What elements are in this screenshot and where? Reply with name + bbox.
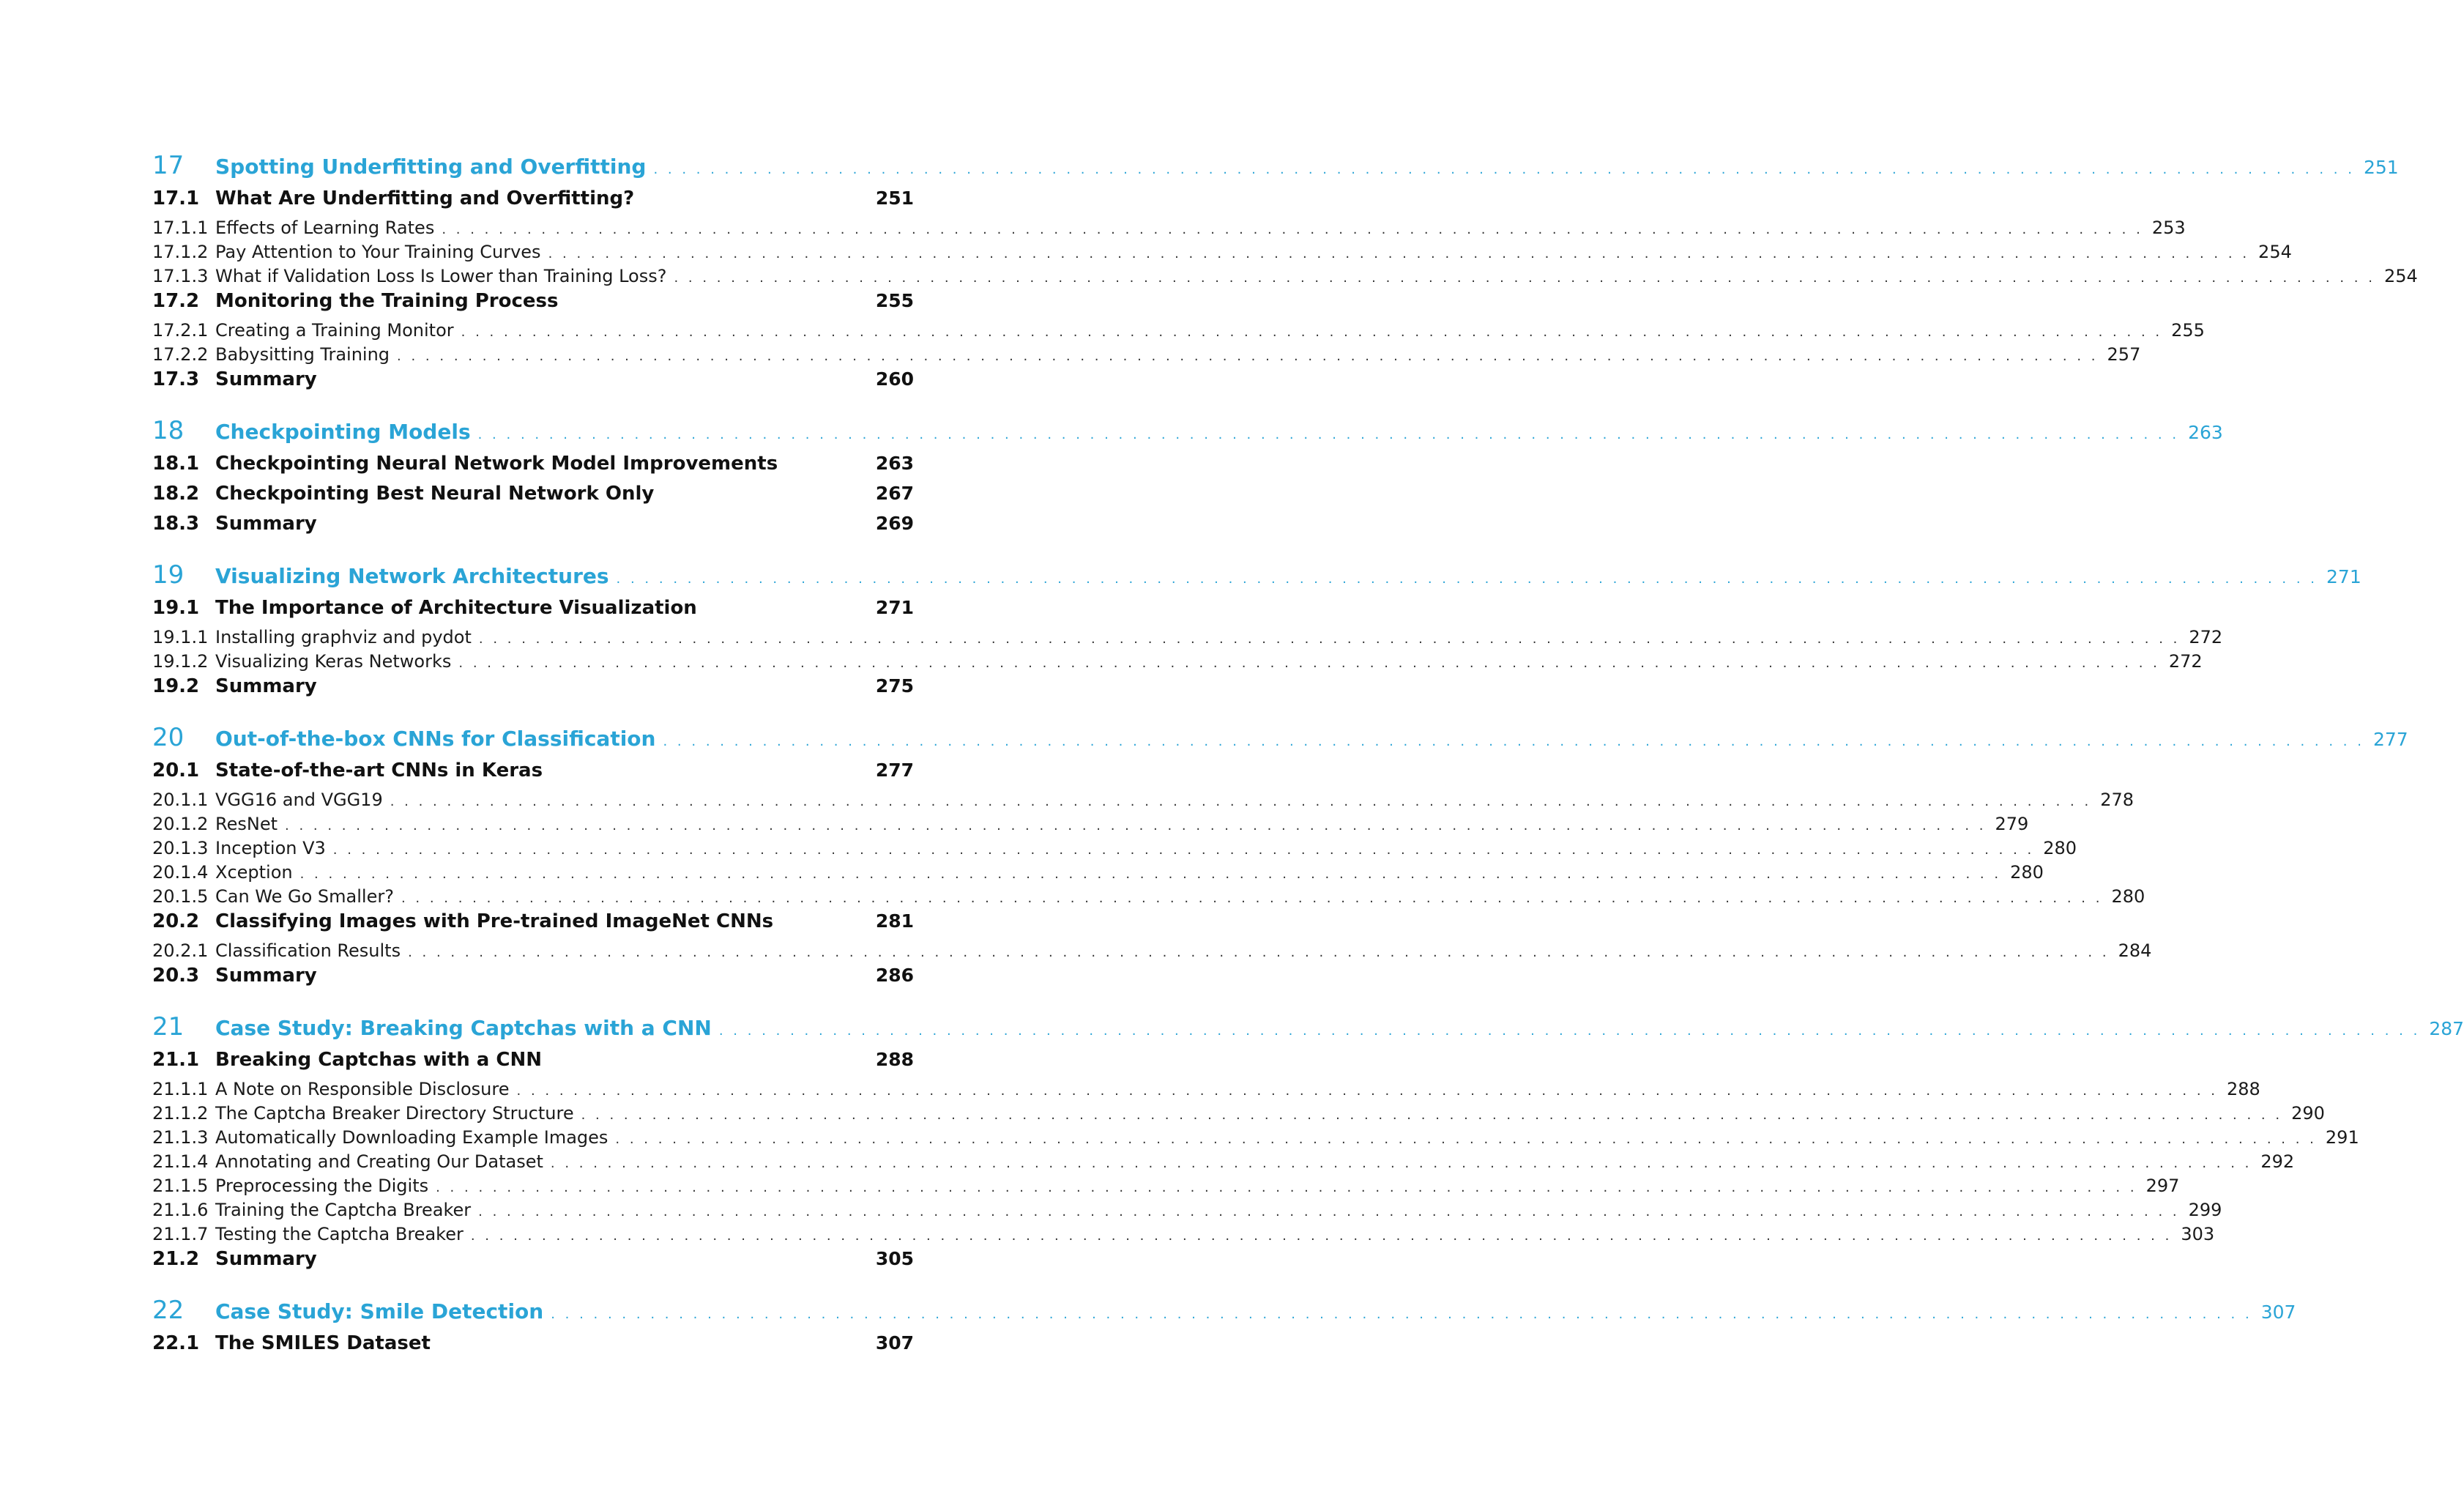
toc-chapter-row[interactable]: [152, 560, 2361, 597]
toc-sub-row[interactable]: [152, 218, 2186, 242]
toc-sub-row[interactable]: [152, 1176, 2180, 1200]
toc-section-title[interactable]: Summary: [215, 368, 317, 390]
toc-sub-title[interactable]: Visualizing Keras Networks: [215, 651, 452, 672]
toc-section-row[interactable]: [152, 910, 914, 940]
toc-sub-page-number: 291: [2325, 1127, 2359, 1148]
toc-sub-title[interactable]: VGG16 and VGG19: [215, 790, 383, 810]
chapter-spacer: [152, 543, 914, 560]
toc-sub-number: 21.1.6: [152, 1200, 209, 1220]
toc-sub-row[interactable]: [152, 1224, 2215, 1248]
toc-sub-row[interactable]: [152, 862, 2044, 886]
toc-chapter-page-number: 307: [2260, 1302, 2296, 1323]
toc-section-page-number: 277: [875, 760, 914, 781]
toc-chapter-number: 18: [152, 416, 185, 445]
toc-dot-leader: . . . . . . . . . . . . . . . . . . . . . . . . . . . . . . . . . . . . . . . . . . . . . . . . . . . . . . . . . . . . . . . . . . . . . . . . . . . . . . . . . . . . . . . . . . . . . . . . . . . . . . . . . . . . . . . . . . . . . . . .: [332, 842, 2035, 858]
toc-section-row[interactable]: [152, 453, 914, 483]
toc-section-number: 18.3: [152, 513, 200, 535]
toc-dot-leader: . . . . . . . . . . . . . . . . . . . . . . . . . . . . . . . . . . . . . . . . . . . . . . . . . . . . . . . . . . . . . . . . . . . . . . . . . . . . . . . . . . . . . . . . . . . . . . . . . . . . . . . . . . . . . . . . . . . . . . . .: [458, 656, 2160, 671]
toc-sub-title[interactable]: Installing graphviz and pydot: [215, 627, 472, 647]
toc-sub-page-number: 280: [2010, 862, 2044, 883]
toc-sub-title[interactable]: Can We Go Smaller?: [215, 886, 394, 907]
toc-sub-row[interactable]: [152, 1079, 2260, 1103]
toc-sub-title[interactable]: Pay Attention to Your Training Curves: [215, 242, 541, 262]
toc-dot-leader: . . . . . . . . . . . . . . . . . . . . . . . . . . . . . . . . . . . . . . . . . . . . . . . . . . . . . . . . . . . . . . . . . . . . . . . . . . . . . . . . . . . . . . . . . . . . . . . . . . . . . . . . . . . . . . . . . . . . . . . .: [478, 1204, 2180, 1219]
toc-chapter-title[interactable]: Visualizing Network Architectures: [215, 564, 609, 588]
toc-chapter-row[interactable]: [152, 1296, 2296, 1332]
toc-dot-leader: . . . . . . . . . . . . . . . . . . . . . . . . . . . . . . . . . . . . . . . . . . . . . . . . . . . . . . . . . . . . . . . . . . . . . . . . . . . . . . . . . . . . . . . . . . . . . . . . . . . . . . . . . . . . . . . . . . . . . . . .: [663, 734, 2364, 749]
toc-sub-row[interactable]: [152, 627, 2223, 651]
toc-section-title[interactable]: State-of-the-art CNNs in Keras: [215, 760, 543, 781]
toc-sub-row[interactable]: [152, 344, 2141, 368]
toc-section-title[interactable]: What Are Underfitting and Overfitting?: [215, 188, 635, 209]
toc-sub-number: 19.1.2: [152, 651, 209, 672]
toc-section-title[interactable]: Summary: [215, 513, 317, 535]
toc-section-row[interactable]: [152, 965, 914, 995]
toc-sub-page-number: 254: [2383, 266, 2418, 286]
toc-section-row[interactable]: [152, 188, 914, 218]
toc-section-number: 20.1: [152, 760, 200, 781]
toc-sub-page-number: 297: [2145, 1176, 2180, 1196]
toc-sub-page-number: 272: [2189, 627, 2223, 647]
toc-chapter-title[interactable]: Case Study: Breaking Captchas with a CNN: [215, 1016, 712, 1040]
toc-dot-leader: . . . . . . . . . . . . . . . . . . . . . . . . . . . . . . . . . . . . . . . . . . . . . . . . . . . . . . . . . . . . . . . . . . . . . . . . . . . . . . . . . . . . . . . . . . . . . . . . . . . . . . . . . . . . . . . . . . . . . . . .: [477, 427, 2180, 442]
toc-dot-leader: . . . . . . . . . . . . . . . . . . . . . . . . . . . . . . . . . . . . . . . . . . . . . . . . . . . . . . . . . . . . . . . . . . . . . . . . . . . . . . . . . . . . . . . . . . . . . . . . . . . . . . . . . . . . . . . . . . . . . . . .: [285, 818, 1987, 833]
toc-sub-title[interactable]: Xception: [215, 862, 293, 883]
toc-sub-number: 20.2.1: [152, 940, 209, 961]
toc-sub-title[interactable]: The Captcha Breaker Directory Structure: [215, 1103, 574, 1124]
toc-sub-title[interactable]: Inception V3: [215, 838, 326, 858]
toc-dot-leader: . . . . . . . . . . . . . . . . . . . . . . . . . . . . . . . . . . . . . . . . . . . . . . . . . . . . . . . . . . . . . . . . . . . . . . . . . . . . . . . . . . . . . . . . . . . . . . . . . . . . . . . . . . . . . . . . . . . . . . . .: [551, 1307, 2252, 1322]
toc-section-page-number: 260: [875, 368, 914, 390]
toc-section-number: 19.2: [152, 675, 200, 697]
toc-chapter-number: 22: [152, 1296, 185, 1325]
toc-sub-number: 21.1.7: [152, 1224, 209, 1244]
toc-dot-leader: . . . . . . . . . . . . . . . . . . . . . . . . . . . . . . . . . . . . . . . . . . . . . . . . . . . . . . . . . . . . . . . . . . . . . . . . . . . . . . . . . . . . . . . . . . . . . . . . . . . . . . . . . . . . . . . . . . . . . . . .: [550, 1156, 2252, 1171]
toc-sub-number: 19.1.1: [152, 627, 209, 647]
toc-chapter-number: 19: [152, 560, 185, 590]
toc-sub-page-number: 292: [2260, 1151, 2295, 1172]
toc-sub-row[interactable]: [152, 838, 2077, 862]
toc-chapter-number: 17: [152, 151, 185, 180]
chapter-spacer: [152, 705, 914, 723]
toc-sub-number: 21.1.3: [152, 1127, 209, 1148]
toc-section-page-number: 305: [875, 1248, 914, 1269]
toc-dot-leader: . . . . . . . . . . . . . . . . . . . . . . . . . . . . . . . . . . . . . . . . . . . . . . . . . . . . . . . . . . . . . . . . . . . . . . . . . . . . . . . . . . . . . . . . . . . . . . . . . . . . . . . . . . . . . . . . . . . . . . . .: [436, 1180, 2137, 1195]
toc-sub-number: 21.1.5: [152, 1176, 209, 1196]
toc-section-number: 20.2: [152, 910, 200, 932]
toc-section-row[interactable]: [152, 483, 914, 513]
toc-dot-leader: . . . . . . . . . . . . . . . . . . . . . . . . . . . . . . . . . . . . . . . . . . . . . . . . . . . . . . . . . . . . . . . . . . . . . . . . . . . . . . . . . . . . . . . . . . . . . . . . . . . . . . . . . . . . . . . . . . . . . . . .: [478, 631, 2181, 647]
toc-sub-row[interactable]: [152, 320, 2205, 344]
toc-section-title[interactable]: Classifying Images with Pre-trained ImageNet CNNs: [215, 910, 774, 932]
toc-section-row[interactable]: [152, 513, 914, 543]
toc-dot-leader: . . . . . . . . . . . . . . . . . . . . . . . . . . . . . . . . . . . . . . . . . . . . . . . . . . . . . . . . . . . . . . . . . . . . . . . . . . . . . . . . . . . . . . . . . . . . . . . . . . . . . . . . . . . . . . . . . . . . . . . .: [299, 866, 2002, 882]
toc-dot-leader: . . . . . . . . . . . . . . . . . . . . . . . . . . . . . . . . . . . . . . . . . . . . . . . . . . . . . . . . . . . . . . . . . . . . . . . . . . . . . . . . . . . . . . . . . . . . . . . . . . . . . . . . . . . . . . . . . . . . . . . .: [718, 1023, 2421, 1039]
toc-section-number: 22.1: [152, 1332, 200, 1354]
toc-sub-row[interactable]: [152, 1151, 2295, 1176]
toc-sub-number: 17.2.1: [152, 320, 209, 341]
toc-sub-page-number: 280: [2043, 838, 2077, 858]
toc-sub-title[interactable]: ResNet: [215, 814, 278, 834]
toc-sub-title[interactable]: Automatically Downloading Example Images: [215, 1127, 608, 1148]
toc-sub-row[interactable]: [152, 242, 2292, 266]
toc-section-row[interactable]: [152, 1332, 914, 1362]
toc-dot-leader: . . . . . . . . . . . . . . . . . . . . . . . . . . . . . . . . . . . . . . . . . . . . . . . . . . . . . . . . . . . . . . . . . . . . . . . . . . . . . . . . . . . . . . . . . . . . . . . . . . . . . . . . . . . . . . . . . . . . . . . .: [470, 1228, 2173, 1244]
toc-section-page-number: 281: [875, 910, 914, 932]
toc-sub-page-number: 272: [2168, 651, 2203, 672]
chapter-spacer: [152, 1278, 914, 1296]
toc-dot-leader: . . . . . . . . . . . . . . . . . . . . . . . . . . . . . . . . . . . . . . . . . . . . . . . . . . . . . . . . . . . . . . . . . . . . . . . . . . . . . . . . . . . . . . . . . . . . . . . . . . . . . . . . . . . . . . . . . . . . . . . .: [615, 1132, 2317, 1147]
toc-section-page-number: 267: [875, 483, 914, 504]
toc-chapter-title[interactable]: Case Study: Smile Detection: [215, 1299, 544, 1323]
chapter-spacer: [152, 995, 914, 1012]
toc-section-title[interactable]: Checkpointing Neural Network Model Improvements: [215, 453, 778, 475]
toc-section-row[interactable]: [152, 1049, 914, 1079]
toc-section-page-number: 275: [875, 675, 914, 697]
toc-chapter-title[interactable]: Out-of-the-box CNNs for Classification: [215, 727, 656, 751]
toc-sub-number: 17.2.2: [152, 344, 209, 365]
toc-chapter-title[interactable]: Checkpointing Models: [215, 420, 471, 444]
toc-sub-title[interactable]: Training the Captcha Breaker: [215, 1200, 472, 1220]
toc-section-row[interactable]: [152, 290, 914, 320]
table-of-contents: [152, 151, 2464, 1362]
toc-sub-title[interactable]: Classification Results: [215, 940, 401, 961]
toc-sub-number: 20.1.2: [152, 814, 209, 834]
toc-section-number: 17.2: [152, 290, 200, 312]
toc-section-title[interactable]: The Importance of Architecture Visualization: [215, 597, 697, 619]
toc-chapter-title[interactable]: Spotting Underfitting and Overfitting: [215, 155, 647, 179]
toc-chapter-number: 20: [152, 723, 185, 752]
toc-dot-leader: . . . . . . . . . . . . . . . . . . . . . . . . . . . . . . . . . . . . . . . . . . . . . . . . . . . . . . . . . . . . . . . . . . . . . . . . . . . . . . . . . . . . . . . . . . . . . . . . . . . . . . . . . . . . . . . . . . . . . . . .: [653, 162, 2355, 177]
toc-sub-title[interactable]: Babysitting Training: [215, 344, 390, 365]
toc-section-row[interactable]: [152, 368, 914, 398]
toc-section-title[interactable]: Summary: [215, 965, 317, 987]
toc-section-number: 17.3: [152, 368, 200, 390]
toc-sub-page-number: 254: [2258, 242, 2292, 262]
toc-sub-title[interactable]: Effects of Learning Rates: [215, 218, 435, 238]
toc-sub-row[interactable]: [152, 940, 2152, 965]
toc-sub-number: 21.1.1: [152, 1079, 209, 1099]
toc-sub-row[interactable]: [152, 1127, 2359, 1151]
toc-section-page-number: 307: [875, 1332, 914, 1354]
toc-section-title[interactable]: Checkpointing Best Neural Network Only: [215, 483, 655, 505]
toc-sub-number: 20.1.4: [152, 862, 209, 883]
toc-sub-number: 21.1.4: [152, 1151, 209, 1172]
toc-section-page-number: 255: [875, 290, 914, 311]
toc-sub-title[interactable]: Annotating and Creating Our Dataset: [215, 1151, 543, 1172]
toc-section-page-number: 271: [875, 597, 914, 618]
toc-chapter-page-number: 251: [2363, 157, 2399, 178]
toc-sub-number: 21.1.2: [152, 1103, 209, 1124]
toc-sub-page-number: 278: [2100, 790, 2134, 810]
toc-section-number: 21.1: [152, 1049, 200, 1071]
toc-section-page-number: 251: [875, 188, 914, 209]
toc-sub-number: 20.1.5: [152, 886, 209, 907]
toc-dot-leader: . . . . . . . . . . . . . . . . . . . . . . . . . . . . . . . . . . . . . . . . . . . . . . . . . . . . . . . . . . . . . . . . . . . . . . . . . . . . . . . . . . . . . . . . . . . . . . . . . . . . . . . . . . . . . . . . . . . . . . . .: [516, 1083, 2218, 1099]
toc-sub-page-number: 279: [1995, 814, 2029, 834]
toc-sub-page-number: 280: [2111, 886, 2145, 907]
toc-dot-leader: . . . . . . . . . . . . . . . . . . . . . . . . . . . . . . . . . . . . . . . . . . . . . . . . . . . . . . . . . . . . . . . . . . . . . . . . . . . . . . . . . . . . . . . . . . . . . . . . . . . . . . . . . . . . . . . . . . . . . . . .: [442, 222, 2143, 237]
toc-section-title[interactable]: Summary: [215, 1248, 317, 1270]
toc-sub-row[interactable]: [152, 651, 2203, 675]
toc-dot-leader: . . . . . . . . . . . . . . . . . . . . . . . . . . . . . . . . . . . . . . . . . . . . . . . . . . . . . . . . . . . . . . . . . . . . . . . . . . . . . . . . . . . . . . . . . . . . . . . . . . . . . . . . . . . . . . . . . . . . . . . .: [581, 1107, 2283, 1123]
toc-sub-row[interactable]: [152, 814, 2029, 838]
toc-dot-leader: . . . . . . . . . . . . . . . . . . . . . . . . . . . . . . . . . . . . . . . . . . . . . . . . . . . . . . . . . . . . . . . . . . . . . . . . . . . . . . . . . . . . . . . . . . . . . . . . . . . . . . . . . . . . . . . . . . . . . . . .: [616, 571, 2318, 587]
toc-chapter-row[interactable]: [152, 1012, 2464, 1049]
toc-section-row[interactable]: [152, 597, 914, 627]
toc-chapter-page-number: 271: [2326, 566, 2361, 587]
toc-section-row[interactable]: [152, 675, 914, 705]
toc-section-page-number: 263: [875, 453, 914, 474]
toc-sub-row[interactable]: [152, 886, 2145, 910]
toc-section-title[interactable]: Breaking Captchas with a CNN: [215, 1049, 542, 1071]
toc-sub-title[interactable]: Testing the Captcha Breaker: [215, 1224, 464, 1244]
toc-section-page-number: 286: [875, 965, 914, 986]
toc-section-title[interactable]: The SMILES Dataset: [215, 1332, 431, 1354]
toc-section-number: 19.1: [152, 597, 200, 619]
toc-section-row[interactable]: [152, 760, 914, 790]
toc-sub-page-number: 303: [2181, 1224, 2215, 1244]
toc-dot-leader: . . . . . . . . . . . . . . . . . . . . . . . . . . . . . . . . . . . . . . . . . . . . . . . . . . . . . . . . . . . . . . . . . . . . . . . . . . . . . . . . . . . . . . . . . . . . . . . . . . . . . . . . . . . . . . . . . . . . . . . .: [548, 246, 2250, 261]
toc-sub-page-number: 299: [2188, 1200, 2222, 1220]
toc-chapter-row[interactable]: [152, 723, 2408, 760]
toc-dot-leader: . . . . . . . . . . . . . . . . . . . . . . . . . . . . . . . . . . . . . . . . . . . . . . . . . . . . . . . . . . . . . . . . . . . . . . . . . . . . . . . . . . . . . . . . . . . . . . . . . . . . . . . . . . . . . . . . . . . . . . . .: [461, 324, 2163, 340]
toc-chapter-page-number: 287: [2429, 1018, 2464, 1039]
toc-sub-row[interactable]: [152, 1103, 2325, 1127]
toc-chapter-row[interactable]: [152, 151, 2399, 188]
toc-dot-leader: . . . . . . . . . . . . . . . . . . . . . . . . . . . . . . . . . . . . . . . . . . . . . . . . . . . . . . . . . . . . . . . . . . . . . . . . . . . . . . . . . . . . . . . . . . . . . . . . . . . . . . . . . . . . . . . . . . . . . . . .: [390, 794, 2092, 809]
toc-sub-number: 17.1.1: [152, 218, 209, 238]
toc-section-row[interactable]: [152, 1248, 914, 1278]
toc-sub-row[interactable]: [152, 266, 2418, 290]
toc-section-number: 20.3: [152, 965, 200, 987]
toc-chapter-page-number: 263: [2188, 422, 2223, 443]
toc-sub-page-number: 290: [2291, 1103, 2325, 1124]
toc-section-number: 18.1: [152, 453, 200, 475]
toc-chapter-row[interactable]: [152, 416, 2223, 453]
toc-sub-page-number: 288: [2226, 1079, 2260, 1099]
toc-sub-number: 20.1.3: [152, 838, 209, 858]
toc-sub-number: 17.1.2: [152, 242, 209, 262]
toc-dot-leader: . . . . . . . . . . . . . . . . . . . . . . . . . . . . . . . . . . . . . . . . . . . . . . . . . . . . . . . . . . . . . . . . . . . . . . . . . . . . . . . . . . . . . . . . . . . . . . . . . . . . . . . . . . . . . . . . . . . . . . . .: [674, 270, 2375, 286]
toc-section-number: 21.2: [152, 1248, 200, 1270]
toc-sub-row[interactable]: [152, 1200, 2222, 1224]
toc-sub-title[interactable]: What if Validation Loss Is Lower than Training Loss?: [215, 266, 667, 286]
toc-sub-number: 20.1.1: [152, 790, 209, 810]
toc-section-title[interactable]: Monitoring the Training Process: [215, 290, 559, 312]
toc-sub-number: 17.1.3: [152, 266, 209, 286]
toc-dot-leader: . . . . . . . . . . . . . . . . . . . . . . . . . . . . . . . . . . . . . . . . . . . . . . . . . . . . . . . . . . . . . . . . . . . . . . . . . . . . . . . . . . . . . . . . . . . . . . . . . . . . . . . . . . . . . . . . . . . . . . . .: [408, 945, 2110, 960]
toc-dot-leader: . . . . . . . . . . . . . . . . . . . . . . . . . . . . . . . . . . . . . . . . . . . . . . . . . . . . . . . . . . . . . . . . . . . . . . . . . . . . . . . . . . . . . . . . . . . . . . . . . . . . . . . . . . . . . . . . . . . . . . . .: [401, 891, 2103, 906]
toc-section-page-number: 269: [875, 513, 914, 534]
chapter-spacer: [152, 398, 914, 416]
toc-sub-page-number: 284: [2118, 940, 2152, 961]
toc-sub-row[interactable]: [152, 790, 2134, 814]
toc-sub-page-number: 253: [2151, 218, 2186, 238]
toc-chapter-page-number: 277: [2372, 729, 2408, 750]
toc-sub-title[interactable]: A Note on Responsible Disclosure: [215, 1079, 510, 1099]
toc-section-page-number: 288: [875, 1049, 914, 1070]
toc-sub-page-number: 255: [2171, 320, 2205, 341]
toc-dot-leader: . . . . . . . . . . . . . . . . . . . . . . . . . . . . . . . . . . . . . . . . . . . . . . . . . . . . . . . . . . . . . . . . . . . . . . . . . . . . . . . . . . . . . . . . . . . . . . . . . . . . . . . . . . . . . . . . . . . . . . . .: [397, 349, 2099, 364]
toc-section-number: 17.1: [152, 188, 200, 209]
toc-sub-page-number: 257: [2107, 344, 2141, 365]
toc-chapter-number: 21: [152, 1012, 185, 1042]
toc-section-title[interactable]: Summary: [215, 675, 317, 697]
toc-sub-title[interactable]: Creating a Training Monitor: [215, 320, 454, 341]
toc-section-number: 18.2: [152, 483, 200, 505]
toc-sub-title[interactable]: Preprocessing the Digits: [215, 1176, 429, 1196]
